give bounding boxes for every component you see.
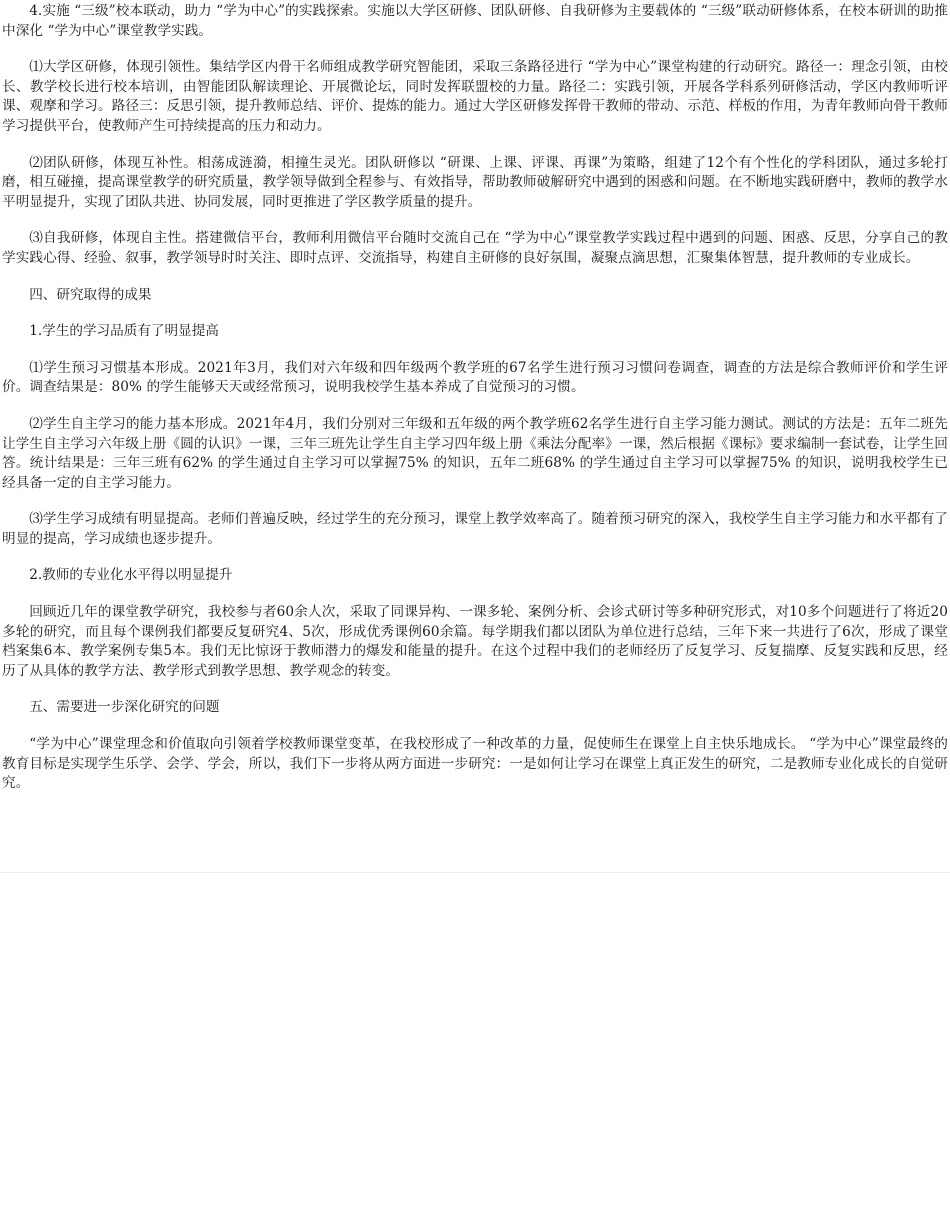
page-divider: [0, 872, 950, 873]
heading-teacher-professional: 2.教师的专业化水平得以明显提升: [29, 567, 233, 584]
paragraph-team-training: ⑵团队研修，体现互补性。相荡成涟漪，相撞生灵光。团队研修以 “研课、上课、评课、再课”为策略，组建了12个有个性化的学科团队，通过多轮打磨，相互碰撞，提高课堂教学的研究质量，教学领导做到全程参与、有效指导，帮助教师破解研究中遇到的困惑和问题。在不断地实践研磨中，教师的教学水平明显提升，实现了团队共进、协同发展，同时更推进了学区教学质量的提升。: [2, 154, 948, 210]
heading-research-results: 四、研究取得的成果: [29, 286, 152, 303]
paragraph-self-training: ⑶自我研修，体现自主性。搭建微信平台，教师利用微信平台随时交流自己在 “学为中心”课堂教学实践过程中遇到的问题、困惑、反思，分享自己的教学实践心得、经验、叙事，教学领导时时关注、即时点评、交流指导，构建自主研修的良好氛围，凝聚点滴思想，汇聚集体智慧，提升教师的专业成长。: [2, 230, 948, 266]
paragraph-future-direction: “学为中心”课堂理念和价值取向引领着学校教师课堂变革，在我校形成了一种改革的力量，促使师生在课堂上自主快乐地成长。 “学为中心”课堂最终的教育目标是实现学生乐学、会学、学会，所以，我们下一步将从两方面进一步研究：一是如何让学习在课堂上真正发生的研究，二是教师专业化成长的自觉研究。: [2, 736, 948, 792]
paragraph-district-training: ⑴大学区研修，体现引领性。集结学区内骨干名师组成教学研究智能团，采取三条路径进行 “学为中心”课堂构建的行动研究。路径一：理念引领，由校长、教学校长进行校本培训，由智能团队解读理论、开展微论坛，同时发挥联盟校的力量。路径二：实践引领，开展各学科系列研修活动，学区内教师听评课、观摩和学习。路径三：反思引领，提升教师总结、评价、提炼的能力。通过大学区研修发挥骨干教师的带动、示范、样板的作用，为青年教师向骨干教师学习提供平台，使教师产生可持续提高的压力和动力。: [2, 59, 948, 134]
heading-student-quality: 1.学生的学习品质有了明显提高: [29, 323, 219, 340]
heading-further-research: 五、需要进一步深化研究的问题: [29, 699, 220, 716]
paragraph-preview-habits: ⑴学生预习习惯基本形成。2021年3月，我们对六年级和四年级两个教学班的67名学生进行预习习惯问卷调查，调查的方法是综合教师评价和学生评价。调查结果是：80% 的学生能够天天或经常预习，说明我校学生基本养成了自觉预习的习惯。: [2, 359, 948, 396]
paragraph-grades-improved: ⑶学生学习成绩有明显提高。老师们普遍反映，经过学生的充分预习，课堂上教学效率高了。随着预习研究的深入，我校学生自主学习能力和水平都有了明显的提高，学习成绩也逐步提升。: [2, 511, 948, 547]
paragraph-teacher-review: 回顾近几年的课堂教学研究，我校参与者60余人次，采取了同课异构、一课多轮、案例分析、会诊式研讨等多种研究形式，对10多个问题进行了将近20多轮的研究，而且每个课例我们都要反复研究4、5次，形成优秀课例60余篇。每学期我们都以团队为单位进行总结，三年下来一共进行了6次，形成了课堂档案集6本、教学案例专集5本。我们无比惊讶于教师潜力的爆发和能量的提升。在这个过程中我们的老师经历了反复学习、反复揣摩、反复实践和反思，经历了从具体的教学方法、教学形式到教学思想、教学观念的转变。: [2, 604, 948, 679]
document-body: [2, 2, 948, 811]
paragraph-self-study-ability: ⑵学生自主学习的能力基本形成。2021年4月，我们分别对三年级和五年级的两个教学班62名学生进行自主学习能力测试。测试的方法是：五年二班先让学生自主学习六年级上册《圆的认识》一课，三年三班先让学生自主学习四年级上册《乘法分配率》一课，然后根据《课标》要求编制一套试卷，让学生回答。统计结果是：三年三班有62% 的学生通过自主学习可以掌握75% 的知识，五年二班68% 的学生通过自主学习可以掌握75% 的知识，说明我校学生已经具备一定的自主学习能力。: [2, 415, 948, 491]
paragraph-practice-exploration: 4.实施 “三级”校本联动，助力 “学为中心”的实践探索。实施以大学区研修、团队研修、自我研修为主要载体的 “三级”联动研修体系，在校本研训的助推中深化 “学为中心”课堂教学实践。: [2, 3, 948, 39]
